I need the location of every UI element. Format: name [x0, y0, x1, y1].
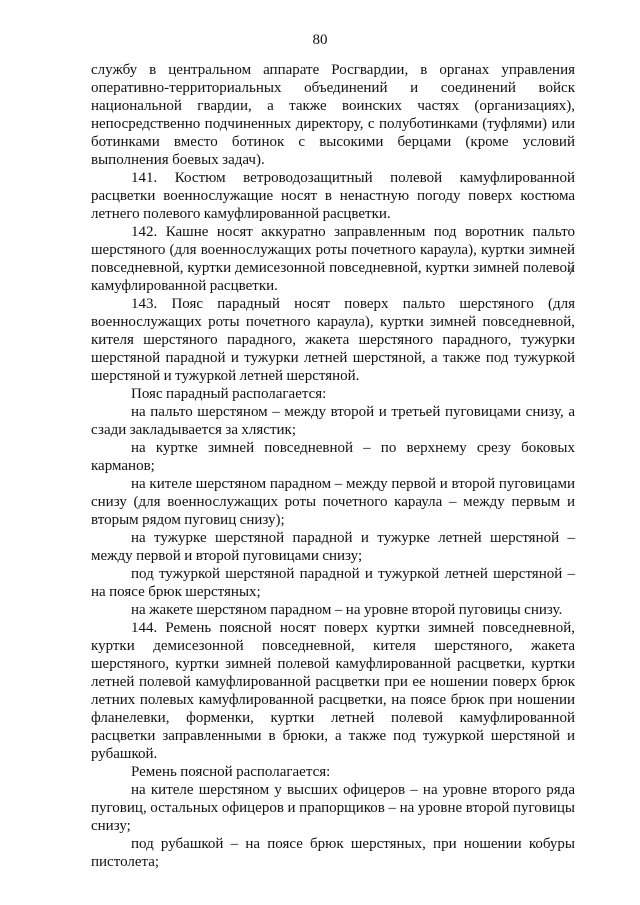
paragraph-144: 144. Ремень поясной носят поверх куртки зимней повседневной, куртки демисезонной повседневной, кителя шерстяного, жакета шерстяного, куртки зимней полевой камуфлированной расцветки, куртки летней полевой камуфлированной расцветки при ее ношении поверх брюк летних полевых камуфлированной расцветки, на поясе брюк при ношении фланелевки, форменки, куртки летней полевой камуфлированной расцветки заправленными в брюки, а также под тужуркой шерстяной и рубашкой.: [91, 620, 575, 762]
paragraph-continuation: службу в центральном аппарате Росгвардии, в органах управления оперативно-территориальных объединений и соединений войск национальной гвардии, а также воинских частях (организациях), непосредственно подчиненных директору, с полуботинками (туфлями) или ботинками вместо ботинок с высокими берцами (кроме условий выполнения боевых задач).: [91, 62, 575, 168]
paragraph-belt-on-winter-jacket: на куртке зимней повседневной – по верхнему срезу боковых карманов;: [91, 440, 575, 474]
paragraph-belt-on-tunic: на кителе шерстяном парадном – между первой и второй пуговицами снизу (для военнослужащих роты почетного караула – между первым и вторым рядом пуговиц снизу);: [91, 476, 575, 528]
paragraph-belt-on-coat: на пальто шерстяном – между второй и третьей пуговицами снизу, а сзади закладывается за хлястик;: [91, 404, 575, 438]
paragraph-belt-on-womens-jacket: на жакете шерстяном парадном – на уровне второй пуговицы снизу.: [131, 602, 563, 618]
paragraph-belt-position-intro: Пояс парадный располагается:: [131, 386, 327, 402]
paragraph-143: 143. Пояс парадный носят поверх пальто шерстяного (для военнослужащих роты почетного караула), куртки зимней повседневной, кителя шерстяного парадного, жакета шерстяного парадного, тужурки шерстяной парадной и тужурки летней шерстяной, а также под тужуркой шерстяной и тужуркой летней шерстяной.: [91, 296, 575, 384]
document-body: [91, 61, 575, 871]
paragraph-142: 142. Кашне носят аккуратно заправленным под воротник пальто шерстяного (для военнослужащих роты почетного караула), куртки зимней повседневной, куртки демисезонной повседневной, куртки зимней полевой камуфлированной расцветки.: [91, 224, 575, 294]
paragraph-belt-on-parade-jacket: на тужурке шерстяной парадной и тужурке летней шерстяной – между первой и второй пуговицами снизу;: [91, 530, 575, 564]
paragraph-waist-belt-under-shirt: под рубашкой – на поясе брюк шерстяных, при ношении кобуры пистолета;: [91, 836, 575, 870]
page-number: 80: [312, 32, 328, 48]
paragraph-waist-belt-intro: Ремень поясной располагается:: [131, 764, 331, 780]
paragraph-141: 141. Костюм ветроводозащитный полевой камуфлированной расцветки военнослужащие носят в ненастную погоду поверх костюма летнего полевого камуфлированной расцветки.: [91, 170, 575, 222]
paragraph-waist-belt-on-tunic: на кителе шерстяном у высших офицеров – на уровне второго ряда пуговиц, остальных офицеров и прапорщиков – на уровне второй пуговицы снизу;: [91, 782, 575, 834]
paragraph-belt-under-jacket: под тужуркой шерстяной парадной и тужуркой летней шерстяной – на поясе брюк шерстяных;: [91, 566, 575, 600]
